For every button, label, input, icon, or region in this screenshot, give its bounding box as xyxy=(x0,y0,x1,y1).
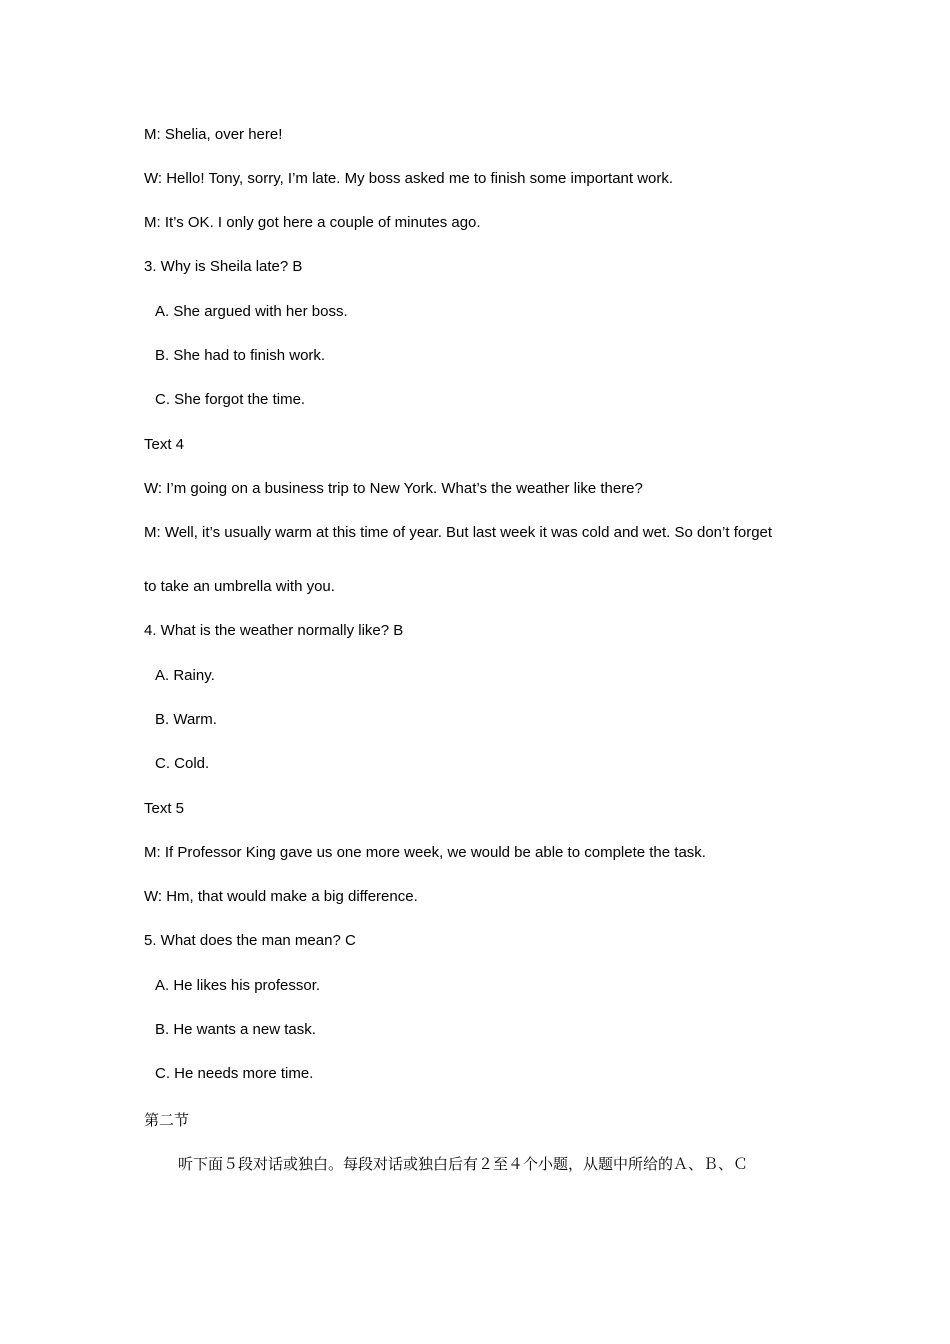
answer-option: B. Warm. xyxy=(155,711,217,728)
section-heading-text-4: Text 4 xyxy=(144,436,185,453)
section-heading-text-5: Text 5 xyxy=(144,800,185,817)
question-5: 5. What does the man mean? C xyxy=(144,932,356,949)
answer-option: A. Rainy. xyxy=(155,667,215,684)
dialogue-line: W: Hello! Tony, sorry, I’m late. My boss asked me to finish some important work. xyxy=(144,170,674,187)
answer-option: B. She had to finish work. xyxy=(155,347,326,364)
dialogue-line: M: Well, it’s usually warm at this time of year. But last week it was cold and wet. So don’t forget xyxy=(144,524,773,541)
instruction-paragraph: 听下面５段对话或独白。每段对话或独白后有２至４个小题，从题中所给的Ａ、Ｂ、Ｃ xyxy=(178,1155,749,1173)
dialogue-line: M: It’s OK. I only got here a couple of minutes ago. xyxy=(144,214,481,231)
question-3: 3. Why is Sheila late? B xyxy=(144,258,303,275)
answer-option: A. She argued with her boss. xyxy=(155,303,348,320)
dialogue-line: W: Hm, that would make a big difference. xyxy=(144,888,418,905)
dialogue-line: W: I’m going on a business trip to New York. What’s the weather like there? xyxy=(144,480,643,497)
answer-option: C. She forgot the time. xyxy=(155,391,306,408)
answer-option: A. He likes his professor. xyxy=(155,977,321,994)
dialogue-line: M: If Professor King gave us one more week, we would be able to complete the task. xyxy=(144,844,706,861)
question-4: 4. What is the weather normally like? B xyxy=(144,622,404,639)
answer-option: B. He wants a new task. xyxy=(155,1021,316,1038)
dialogue-line-continued: to take an umbrella with you. xyxy=(144,578,335,595)
section-heading-part-2: 第二节 xyxy=(144,1111,190,1129)
answer-option: C. Cold. xyxy=(155,755,210,772)
answer-option: C. He needs more time. xyxy=(155,1065,314,1082)
dialogue-line: M: Shelia, over here! xyxy=(144,126,283,143)
